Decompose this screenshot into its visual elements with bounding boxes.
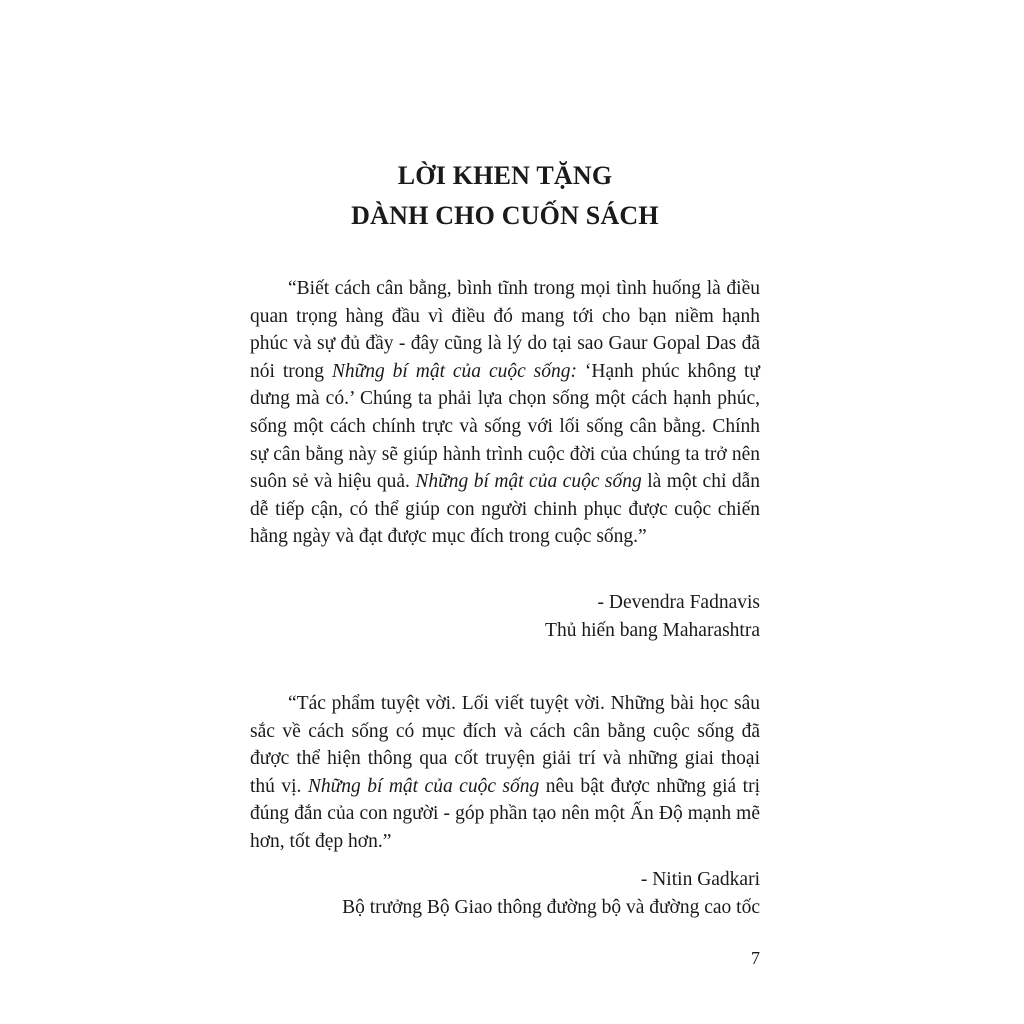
quote-1-text-part-1: “Biết cách cân bằng, bình tĩnh trong mọi tình huống là điều quan trọng hàng đầu vì điều đó mang tới cho bạn niềm hạnh phúc và sự đủ đầy - đây cũng là lý do tại sao Gaur Gopal Das đã nói trong (250, 278, 760, 382)
quote-2-text-part-2: nêu bật được những giá trị đúng đắn của con người - góp phần tạo nên một Ấn Độ mạnh mẽ hơn, tốt đẹp hơn.” (250, 775, 760, 852)
title-line-1: LỜI KHEN TẶNG (397, 161, 613, 190)
quote-2-attribution (342, 866, 760, 922)
quote-1-book-title-2: Những bí mật của cuộc sống (415, 471, 642, 493)
quote-1-attribution (545, 589, 760, 645)
page-title (250, 156, 760, 236)
page-number: 7 (751, 948, 760, 968)
quote-2-author: - Nitin Gadkari (640, 869, 760, 890)
quote-2-role: Bộ trưởng Bộ Giao thông đường bộ và đường cao tốc (342, 897, 760, 918)
quote-1-text-part-3: là một chỉ dẫn dễ tiếp cận, có thể giúp con người chinh phục được cuộc chiến hằng ngày và đạt được mục đích trong cuộc sống.” (250, 471, 760, 548)
quote-1-role: Thủ hiến bang Maharashtra (545, 620, 760, 641)
quote-2-text-part-1: “Tác phẩm tuyệt vời. Lối viết tuyệt vời. Những bài học sâu sắc về cách sống có mục đích và cách cân bằng cuộc sống đã được thể hiện thông qua cốt truyện giải trí và những giai thoại thú vị. (250, 693, 760, 797)
title-line-2: DÀNH CHO CUỐN SÁCH (351, 201, 659, 230)
quote-2-book-title: Những bí mật của cuộc sống (307, 775, 540, 797)
quote-paragraph-2 (250, 690, 760, 856)
quote-paragraph-1 (250, 275, 760, 551)
quote-1-book-title-1: Những bí mật của cuộc sống: (331, 360, 578, 382)
quote-1-text-part-2: ‘Hạnh phúc không tự dưng mà có.’ Chúng ta phải lựa chọn sống một cách hạnh phúc, sống một cách chính trực và sống với lối sống cân bằng. Chính sự cân bằng này sẽ giúp hành trình cuộc đời của chúng ta trở nên suôn sẻ và hiệu quả. (250, 360, 760, 493)
quote-1-author: - Devendra Fadnavis (597, 592, 760, 613)
